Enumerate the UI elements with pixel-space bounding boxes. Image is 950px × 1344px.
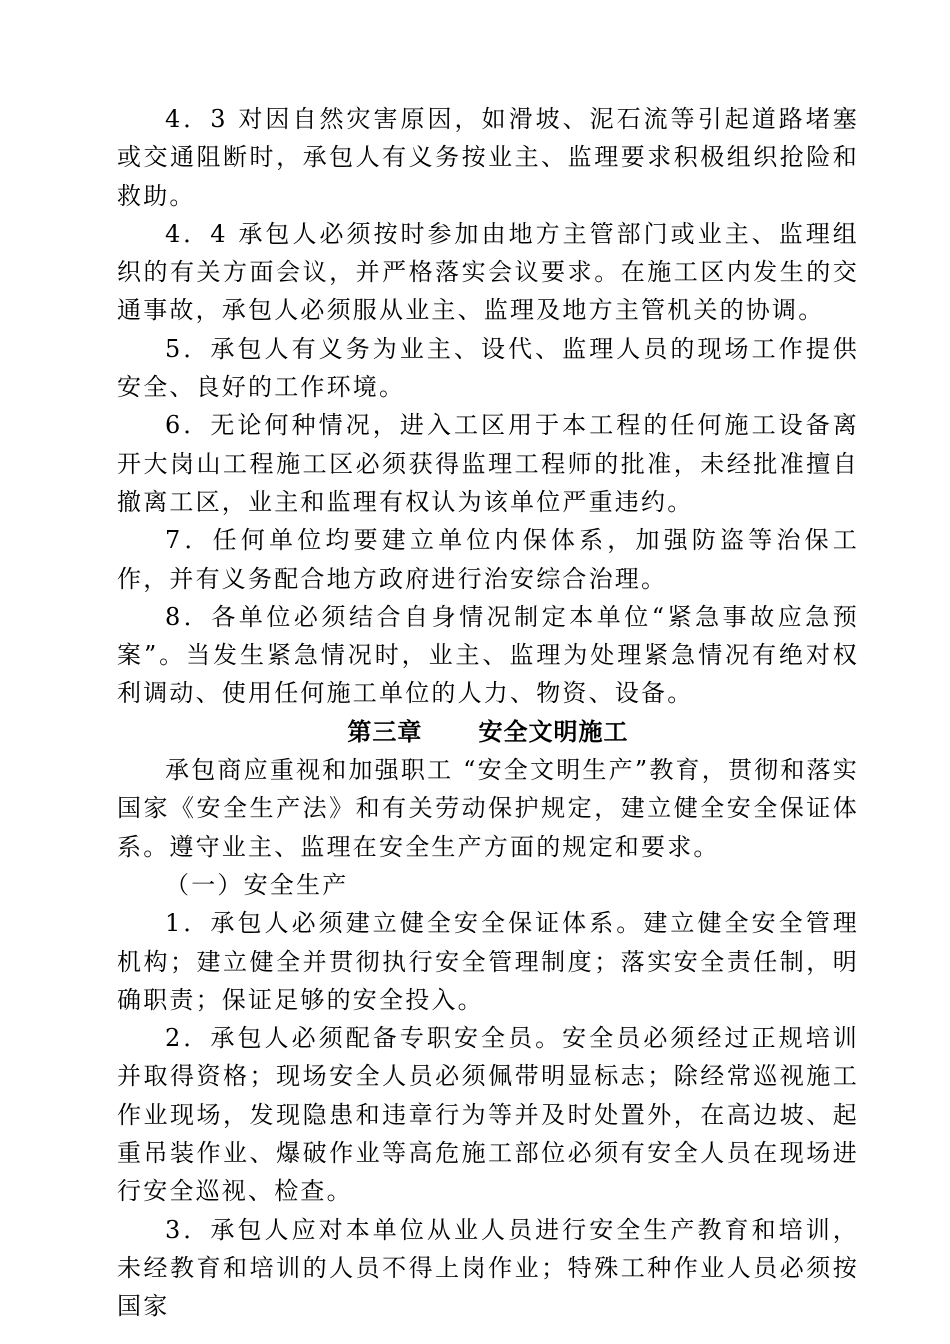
paragraph-7: 7．任何单位均要建立单位内保体系，加强防盗等治保工作，并有义务配合地方政府进行治安综合治理。 [117,526,859,593]
paragraph-8: 8．各单位必须结合自身情况制定本单位“紧急事故应急预案”。当发生紧急情况时，业主、监理为处理紧急情况有绝对权利调动、使用任何施工单位的人力、物资、设备。 [117,602,859,708]
document-page [117,100,859,1326]
paragraph-5: 5．承包人有义务为业主、设代、监理人员的现场工作提供安全、良好的工作环境。 [117,334,859,402]
paragraph-safety-1: 1．承包人必须建立健全安全保证体系。建立健全安全管理机构；建立健全并贯彻执行安全管理制度；落实安全责任制，明确职责；保证足够的安全投入。 [117,909,859,1014]
paragraph-safety-2: 2．承包人必须配备专职安全员。安全员必须经过正规培训并取得资格；现场安全人员必须佩带明显标志；除经常巡视施工作业现场，发现隐患和违章行为等并及时处置外，在高边坡、起重吊装作业、爆破作业等高危施工部位必须有安全人员在现场进行安全巡视、检查。 [117,1024,859,1206]
chapter-intro: 承包商应重视和加强职工 “安全文明生产”教育，贯彻和落实国家《安全生产法》和有关劳动保护规定，建立健全安全保证体系。遵守业主、监理在安全生产方面的规定和要求。 [117,756,859,861]
paragraph-4-4: 4．4 承包人必须按时参加由地方主管部门或业主、监理组织的有关方面会议，并严格落实会议要求。在施工区内发生的交通事故，承包人必须服从业主、监理及地方主管机关的协调。 [117,219,859,325]
paragraph-safety-3: 3．承包人应对本单位从业人员进行安全生产教育和培训，未经教育和培训的人员不得上岗作业；特殊工种作业人员必须按国家 [117,1215,859,1321]
chapter-title: 第三章 安全文明施工 [347,717,629,746]
paragraph-4-3: 4．3 对因自然灾害原因，如滑坡、泥石流等引起道路堵塞或交通阻断时，承包人有义务按业主、监理要求积极组织抢险和救助。 [117,105,859,210]
paragraph-6: 6．无论何种情况，进入工区用于本工程的任何施工设备离开大岗山工程施工区必须获得监理工程师的批准，未经批准擅自撤离工区，业主和监理有权认为该单位严重违约。 [117,411,859,516]
section-title: （一）安全生产 [165,870,349,899]
